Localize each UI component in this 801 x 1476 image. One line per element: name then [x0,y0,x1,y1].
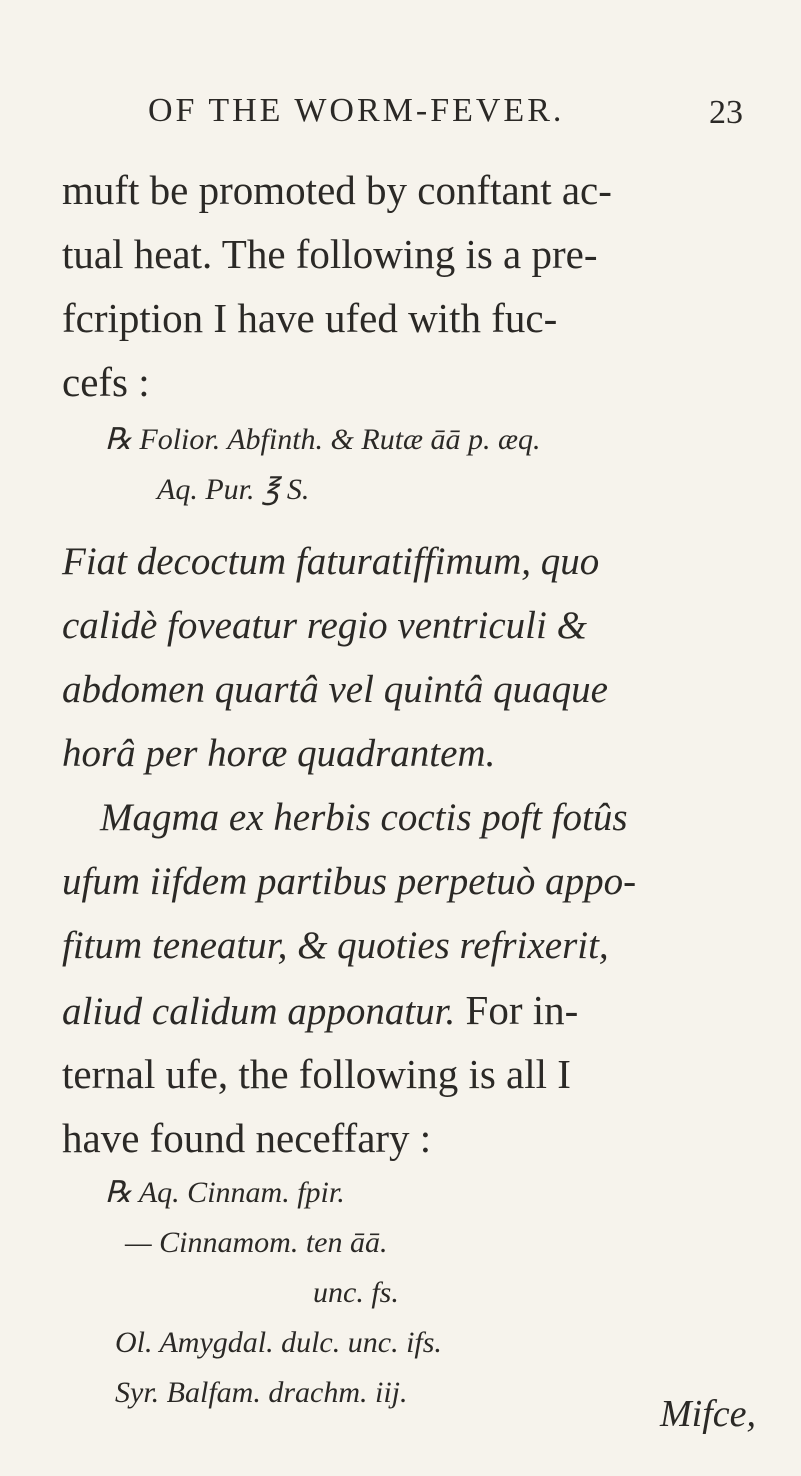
text-line: Fiat decoctum faturatiffimum, quo [62,540,600,583]
paragraph-internal [62,1042,742,1170]
latin-instructions [62,530,742,1044]
mixed-italic: aliud calidum apponatur. [62,990,456,1033]
text-line: cefs : [62,359,150,405]
mixed-line [62,978,742,1044]
prescription-line: — Cinnamom. ten āā. [125,1226,388,1259]
text-line: fitum teneatur, & quoties refrixerit, [62,924,609,967]
page-header [0,92,801,152]
text-line: ternal ufe, the following is all I [62,1051,571,1097]
mixed-roman: For in- [455,987,579,1033]
text-line: fcription I have ufed with fuc- [62,295,558,341]
text-line: horâ per horæ quadrantem. [62,732,496,775]
text-line: muft be promoted by conftant ac- [62,167,612,213]
text-line: Magma ex herbis coctis poft fotûs [100,796,628,839]
page-number: 23 [709,94,743,131]
paragraph-intro [62,158,742,414]
text-line: abdomen quartâ vel quintâ quaque [62,668,608,711]
prescription-line: Syr. Balfam. drachm. iij. [115,1376,408,1409]
prescription-1 [105,415,755,515]
prescription-line: ℞ Folior. Abfinth. & Rutæ āā p. æq. [105,423,541,456]
text-line: tual heat. The following is a pre- [62,231,598,277]
text-line: have found neceffary : [62,1115,432,1161]
running-head: OF THE WORM-FEVER. [148,92,565,129]
text-line: ufum iifdem partibus perpetuò appo- [62,860,637,903]
catchword: Mifce, [660,1393,757,1435]
prescription-line: Ol. Amygdal. dulc. unc. ifs. [115,1326,442,1359]
prescription-line: Aq. Pur. ℥ S. [157,473,310,506]
prescription-line: ℞ Aq. Cinnam. fpir. [105,1176,345,1209]
prescription-line: unc. fs. [313,1276,399,1309]
prescription-2 [105,1168,755,1418]
text-line: calidè foveatur regio ventriculi & [62,604,587,647]
